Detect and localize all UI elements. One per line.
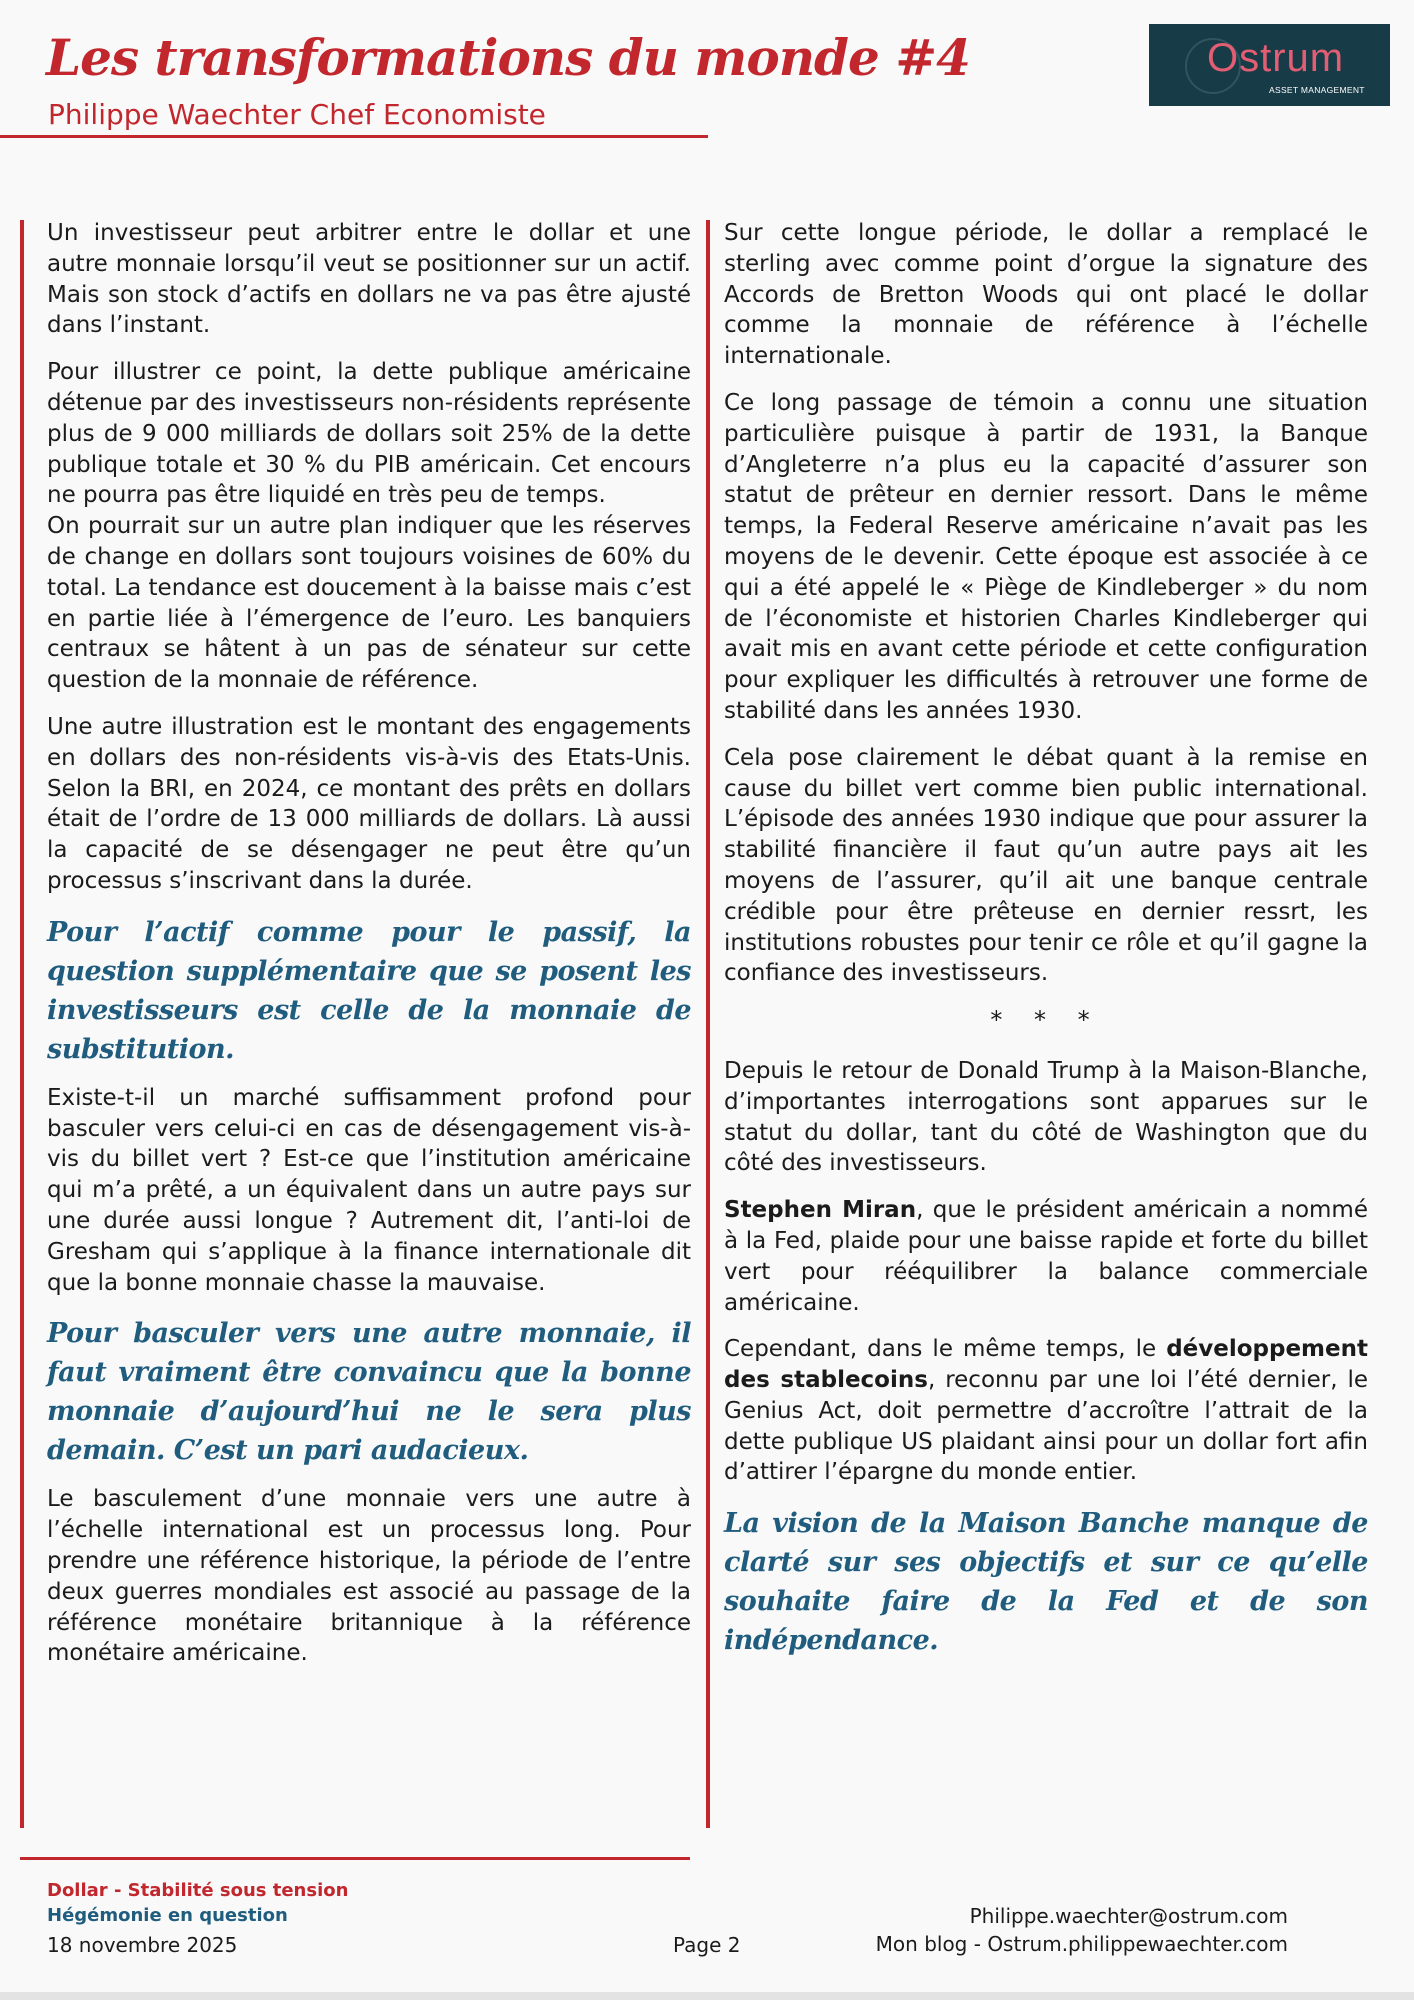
- paragraph: Cela pose clairement le débat quant à la remise en cause du billet vert comme bien public international. L’épisode des années 1930 indique que pour assurer la stabilité financière il faut qu’un autre pays ait les moyens de l’assurer, qu’il ait une banque centrale crédible pour être prêteuse en dernier ressrt, les institutions robustes pour tenir ce rôle et qu’il gagne la confiance des investisseurs.: [724, 744, 1368, 987]
- middle-column-rule: [706, 220, 710, 1828]
- footer-blog-link: Mon blog - Ostrum.philippewaechter.com: [875, 1932, 1288, 1956]
- footer-email: Philippe.waechter@ostrum.com: [969, 1904, 1288, 1928]
- logo-tagline: ASSET MANAGEMENT: [1269, 85, 1365, 95]
- left-column: [47, 218, 691, 1685]
- pull-quote: La vision de la Maison Banche manque de clarté sur ses objectifs et sur ce qu’elle souhaite faire de la Fed et de son indépendance.: [724, 1508, 1368, 1657]
- footer-issue-title: Hégémonie en question: [47, 1905, 288, 1926]
- right-column: [724, 218, 1368, 1674]
- paragraph-text: Cependant, dans le même temps, le: [724, 1336, 1167, 1363]
- footer-series-title: Dollar - Stabilité sous tension: [47, 1880, 349, 1901]
- document-title: Les transformations du monde #4: [46, 28, 970, 87]
- paragraph: Sur cette longue période, le dollar a remplacé le sterling avec comme point d’orgue la signature des Accords de Bretton Woods qui ont placé le dollar comme la monnaie de référence à l’échelle internationale.: [724, 220, 1368, 370]
- left-column-rule: [20, 220, 24, 1828]
- paragraph: Pour illustrer ce point, la dette publique américaine détenue par des investisseurs non-résidents représente plus de 9 000 milliards de dollars soit 25% de la dette publique totale et 30 % du PIB américain. Cet encours ne pourra pas être liquidé en très peu de temps.: [47, 359, 691, 509]
- footer-divider: [20, 1857, 690, 1860]
- paragraph: On pourrait sur un autre plan indiquer que les réserves de change en dollars sont toujours voisines de 60% du total. La tendance est doucement à la baisse mais c’est en partie liée à l’émergence de l’euro. Les banquiers centraux se hâtent à un pas de sénateur sur cette question de la monnaie de référence.: [47, 513, 691, 694]
- paragraph-text: , reconnu par une loi l’été dernier, le Genius Act, doit permettre d’accroître l’attrait de la dette publique US plaidant ainsi pour un dollar fort afin d’attirer l’épargne du monde entier.: [724, 1367, 1368, 1486]
- section-separator: * * *: [990, 1006, 1102, 1035]
- paragraph: Ce long passage de témoin a connu une situation particulière puisque à partir de 1931, la Banque d’Angleterre n’a plus eu la capacité d’assurer son statut de prêteur en dernier ressort. Dans le même temps, la Federal Reserve américaine n’avait pas les moyens de le devenir. Cette époque est associée à ce qui a été appelé le « Piège de Kindleberger » du nom de l’économiste et historien Charles Kindleberger qui avait mis en avant cette période et cette configuration pour expliquer les difficultés à retrouver une forme de stabilité dans les années 1930.: [724, 389, 1368, 724]
- pull-quote: Pour l’actif comme pour le passif, la question supplémentaire que se posent les investisseurs est celle de la monnaie de substitution.: [47, 916, 691, 1065]
- paragraph: Depuis le retour de Donald Trump à la Maison-Blanche, d’importantes interrogations sont apparues sur le statut du dollar, tant du côté de Washington que du côté des investisseurs.: [724, 1057, 1368, 1177]
- bold-term: développement des stablecoins: [724, 1336, 1368, 1394]
- paragraph: [724, 1195, 1368, 1318]
- bold-name: Stephen Miran: [724, 1197, 917, 1224]
- page-bottom-band: [0, 1992, 1414, 2000]
- paragraph: Un investisseur peut arbitrer entre le dollar et une autre monnaie lorsqu’il veut se positionner sur un actif. Mais son stock d’actifs en dollars ne va pas être ajusté dans l’instant.: [47, 220, 691, 339]
- paragraph: Existe-t-il un marché suffisamment profond pour basculer vers celui-ci en cas de désengagement vis-à-vis du billet vert ? Est-ce que l’institution américaine qui m’a prêté, a un équivalent dans un autre pays sur une durée aussi longue ? Autrement dit, l’anti-loi de Gresham qui s’applique à la finance internationale dit que la bonne monnaie chasse la mauvaise.: [47, 1084, 691, 1296]
- paragraph-text: , que le président américain a nommé à la Fed, plaide pour une baisse rapide et forte du billet vert pour rééquilibrer la balance commerciale américaine.: [724, 1197, 1368, 1316]
- paragraph: Une autre illustration est le montant des engagements en dollars des non-résidents vis-à-vis des Etats-Unis. Selon la BRI, en 2024, ce montant des prêts en dollars était de l’ordre de 13 000 milliards de dollars. Là aussi la capacité de se désengager ne peut être qu’un processus s’inscrivant dans la durée.: [47, 713, 691, 894]
- page-number: Page 2: [673, 1933, 741, 1957]
- paragraph: [724, 1334, 1368, 1488]
- author-subtitle: Philippe Waechter Chef Economiste: [48, 98, 546, 131]
- logo-wordmark: Ostrum: [1207, 36, 1345, 80]
- ostrum-logo: [1149, 24, 1390, 106]
- pull-quote: Pour basculer vers une autre monnaie, il faut vraiment être convaincu que la bonne monnaie d’aujourd’hui ne le sera plus demain. C’est un pari audacieux.: [47, 1318, 691, 1467]
- footer-date: 18 novembre 2025: [47, 1933, 238, 1957]
- header-divider: [0, 135, 708, 138]
- paragraph: Le basculement d’une monnaie vers une autre à l’échelle international est un processus long. Pour prendre une référence historique, la période de l’entre deux guerres mondiales est associé au passage de la référence monétaire britannique à la référence monétaire américaine.: [47, 1486, 691, 1667]
